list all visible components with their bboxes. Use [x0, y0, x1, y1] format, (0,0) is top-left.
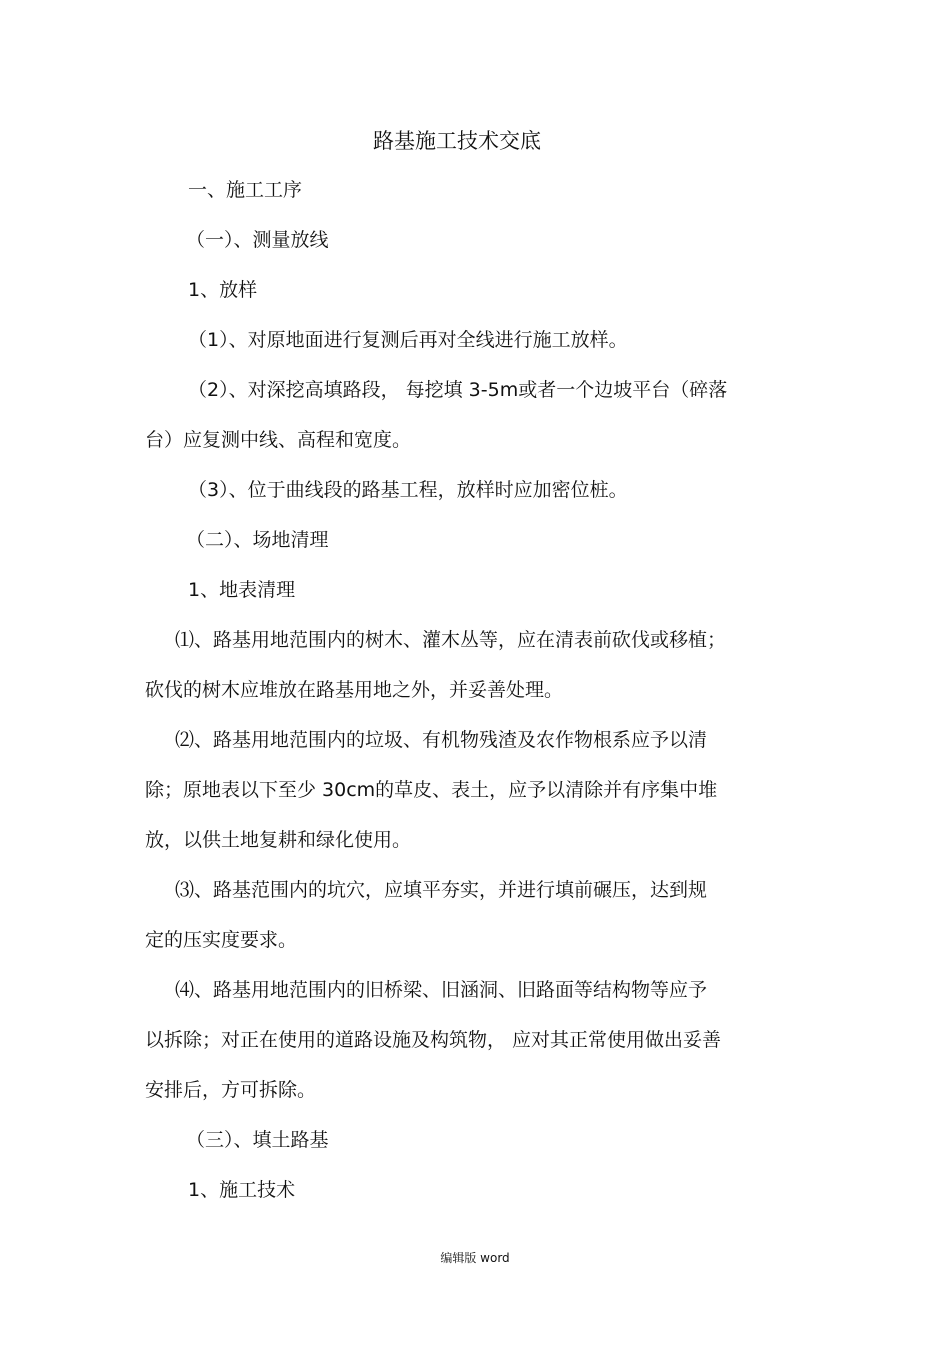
- paragraph-line: ⑶、路基范围内的坑穴，应填平夯实，并进行填前碾压，达到规: [175, 879, 708, 901]
- subsection-heading: （一）、测量放线: [186, 229, 329, 251]
- paragraph-line: 砍伐的树木应堆放在路基用地之外，并妥善处理。: [145, 679, 564, 701]
- item-heading: 1、地表清理: [188, 579, 296, 601]
- subsection-heading: （三）、填土路基: [186, 1129, 329, 1151]
- paragraph-line: ⑵、路基用地范围内的垃圾、有机物残渣及农作物根系应予以清: [175, 729, 708, 751]
- paragraph-line: 除；原地表以下至少 30cm的草皮、表土，应予以清除并有序集中堆: [145, 779, 718, 801]
- document-title: 路基施工技术交底: [373, 129, 541, 153]
- subsection-heading: （二）、场地清理: [186, 529, 329, 551]
- paragraph-line: 以拆除；对正在使用的道路设施及构筑物， 应对其正常使用做出妥善: [145, 1029, 722, 1051]
- paragraph-line: 安排后，方可拆除。: [145, 1079, 317, 1101]
- paragraph-line: （3）、位于曲线段的路基工程，放样时应加密位桩。: [188, 479, 628, 501]
- paragraph-line: 台）应复测中线、高程和宽度。: [145, 429, 412, 451]
- paragraph-line: ⑴、路基用地范围内的树木、灌木丛等，应在清表前砍伐或移植；: [175, 629, 727, 651]
- page-footer: 编辑版 word: [440, 1251, 510, 1265]
- paragraph-line: ⑷、路基用地范围内的旧桥梁、旧涵洞、旧路面等结构物等应予: [175, 979, 708, 1001]
- item-heading: 1、放样: [188, 279, 258, 301]
- paragraph-line: （1）、对原地面进行复测后再对全线进行施工放样。: [188, 329, 628, 351]
- section-heading: 一、施工工序: [188, 179, 303, 201]
- item-heading: 1、施工技术: [188, 1179, 296, 1201]
- paragraph-line: （2）、对深挖高填路段， 每挖填 3-5m或者一个边坡平台（碎落: [188, 379, 728, 401]
- paragraph-line: 放，以供土地复耕和绿化使用。: [145, 829, 412, 851]
- paragraph-line: 定的压实度要求。: [145, 929, 298, 951]
